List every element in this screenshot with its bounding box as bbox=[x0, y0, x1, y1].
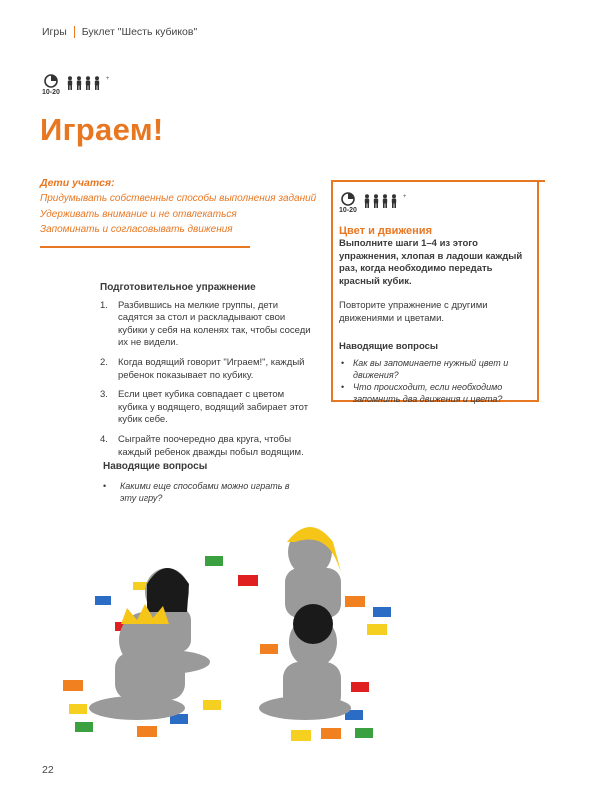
children-playing-illustration bbox=[55, 512, 415, 752]
variation-content bbox=[339, 192, 535, 406]
list-item: 4. Сыграйте поочередно два круга, чтобы каждый ребенок дважды побыл водящим. bbox=[100, 434, 304, 458]
list-item: 1. Разбившись на мелкие группы, дети садятся за стол и раскладывают свои кубики у себя на коленях так, чтобы соседи их не видели. bbox=[100, 300, 311, 349]
learning-goals bbox=[40, 177, 316, 240]
people-plus: + bbox=[402, 194, 407, 200]
learning-goal-item: Запоминать и согласовывать движения bbox=[40, 224, 233, 235]
page-number: 22 bbox=[42, 764, 54, 776]
leading-questions-heading: Наводящие вопросы bbox=[103, 461, 208, 472]
list-item: • Какими еще способами можно играть в эту игру? bbox=[103, 480, 303, 504]
list-item: • Что происходит, если необходимо запомнить два движения и цвета? bbox=[339, 382, 535, 405]
time-indicator bbox=[339, 192, 357, 214]
prep-exercise bbox=[100, 282, 315, 466]
clock-icon bbox=[341, 192, 355, 206]
learning-goal-item: Удерживать внимание и не отвлекаться bbox=[40, 208, 237, 220]
variation-title: Цвет и движения bbox=[339, 225, 432, 237]
learning-goals-heading: Дети учатся: bbox=[40, 177, 115, 189]
learning-goal-item: Придумывать собственные способы выполнения заданий bbox=[40, 193, 317, 204]
variation-instructions: Выполните шаги 1–4 из этого упражнения, хлопая в ладоши каждый раз, когда необходимо передать красный кубик. bbox=[339, 238, 523, 287]
variation-questions bbox=[339, 358, 535, 405]
list-item: 3. Если цвет кубика совпадает с цветом кубика у водящего, водящий забирает этот кубик себе. bbox=[100, 389, 309, 426]
running-header bbox=[42, 26, 197, 38]
header-divider bbox=[74, 26, 75, 38]
list-item: 2. Когда водящий говорит "Играем!", каждый ребенок показывает по кубику. bbox=[100, 357, 305, 381]
activity-meta bbox=[42, 74, 109, 96]
variation-text: Повторите упражнение с другими движениями и цветами. bbox=[339, 300, 488, 324]
header-section: Игры bbox=[42, 26, 67, 38]
leading-questions bbox=[103, 461, 303, 504]
header-booklet: Буклет "Шесть кубиков" bbox=[81, 26, 198, 38]
time-indicator bbox=[42, 74, 60, 96]
clock-icon bbox=[44, 74, 58, 88]
prep-heading: Подготовительное упражнение bbox=[100, 282, 256, 293]
variation-questions-heading: Наводящие вопросы bbox=[339, 341, 439, 352]
page-title: Играем! bbox=[40, 112, 164, 147]
prep-steps bbox=[100, 300, 315, 459]
four-people-icon bbox=[66, 76, 110, 90]
time-label: 10-20 bbox=[42, 89, 60, 96]
orange-divider bbox=[40, 246, 250, 248]
time-label: 10-20 bbox=[339, 207, 357, 214]
variation-meta bbox=[339, 192, 535, 214]
list-item: • Как вы запоминаете нужный цвет и движения? bbox=[339, 358, 535, 381]
four-people-icon bbox=[363, 194, 407, 208]
box-corner-tab bbox=[539, 180, 545, 182]
people-plus: + bbox=[105, 76, 110, 82]
